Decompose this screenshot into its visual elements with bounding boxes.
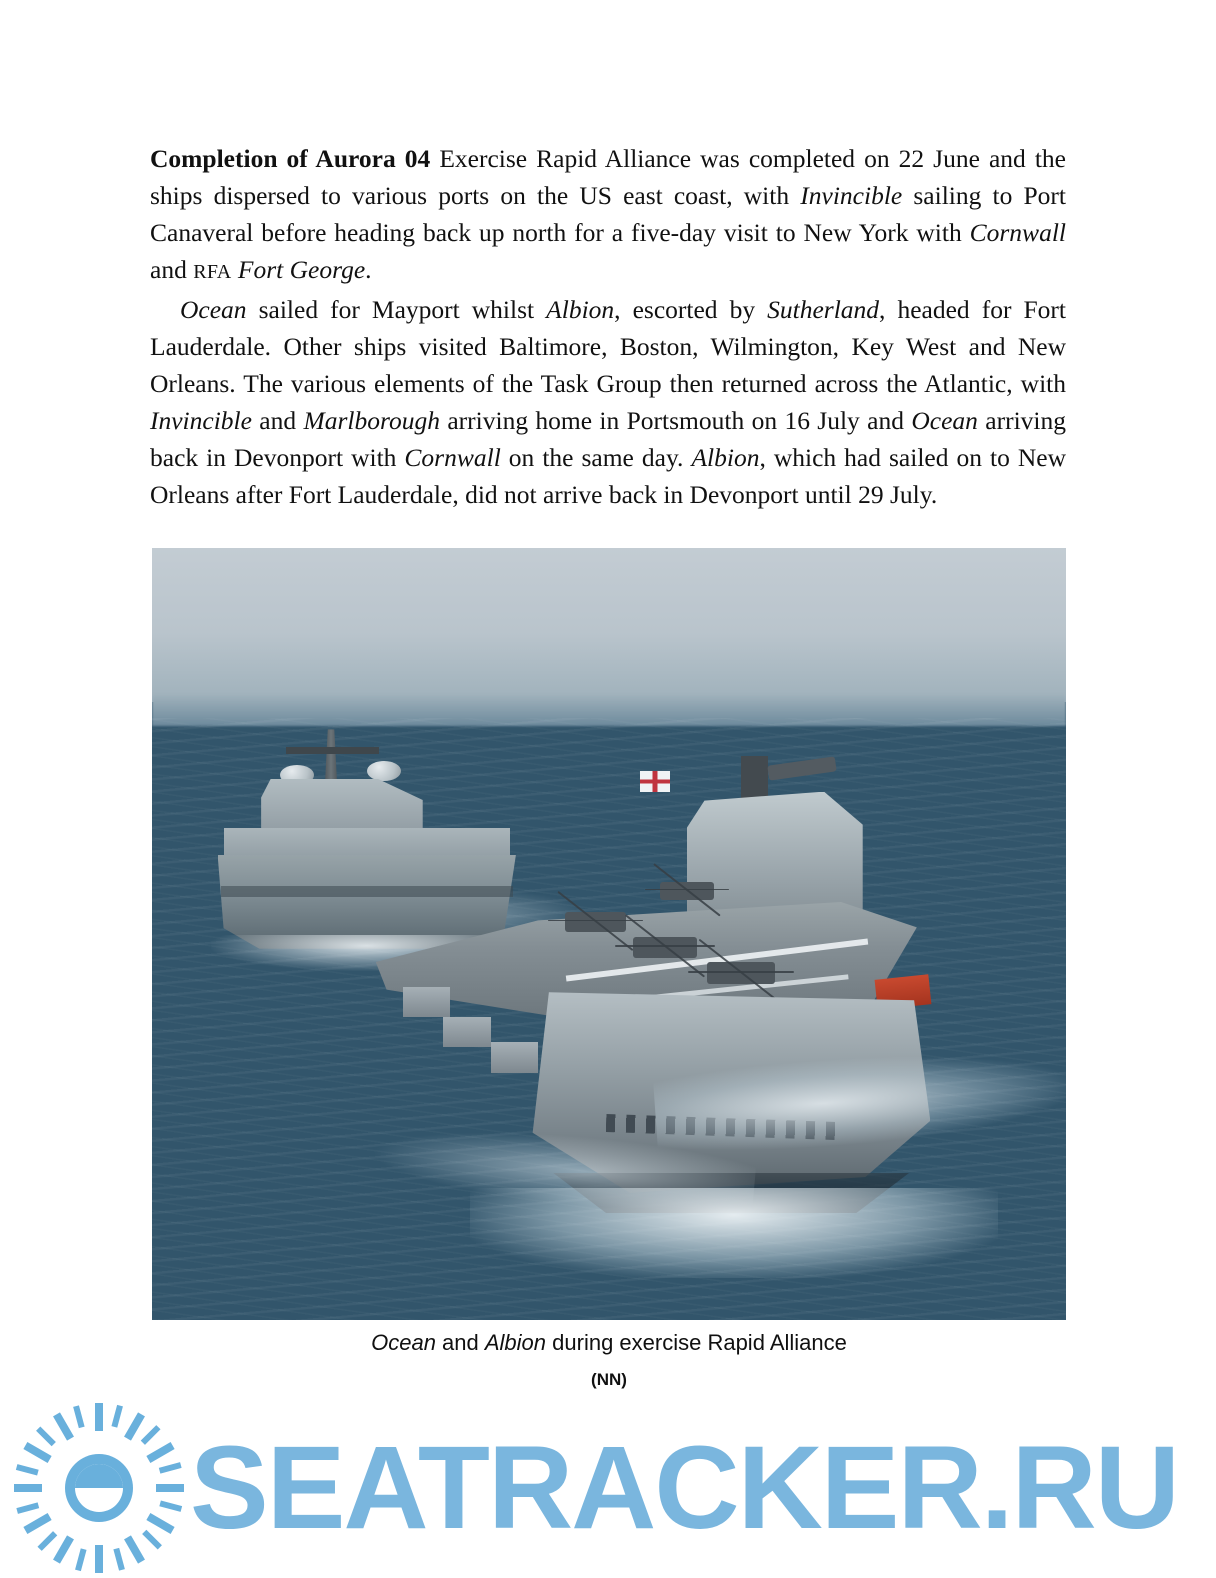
helicopter-4 (660, 882, 714, 900)
paragraph-2 (150, 291, 1066, 513)
white-ensign-flag-icon (640, 771, 670, 791)
p2-run-6: Invincible (150, 406, 252, 435)
p2-run-10: Ocean (911, 406, 978, 435)
watermark (0, 1402, 1216, 1573)
deck-sponson-3 (491, 1042, 538, 1072)
deck-sponson-2 (443, 1017, 490, 1047)
helicopter-2 (633, 937, 697, 958)
body-text (150, 140, 1066, 513)
photo-scene (152, 548, 1066, 1320)
watermark-text: SEATRACKER.RU (190, 1421, 1178, 1554)
helicopter-1 (565, 912, 626, 932)
caption-ship-one: Ocean (371, 1330, 436, 1355)
caption-middle: and (435, 1330, 485, 1355)
p2-run-11: arriving back in Devonport with (150, 406, 1066, 472)
ocean-radar (767, 757, 836, 781)
p2-run-1: sailed for Mayport whilst (246, 295, 547, 324)
paragraph-1-lead: Completion of Aurora 04 (150, 144, 431, 173)
p2-run-5: , headed for Fort Lauderdale. Other ships visited Baltimore, Boston, Wilmington, Key West and New Orleans. The various elements of the Task Group then returned across the Atlantic, with (150, 295, 1066, 398)
p2-run-3: , escorted by (614, 295, 768, 324)
photo-caption (152, 1330, 1066, 1356)
p1-run-2: sailing to Port Canaveral before heading back up north for a five-day visit to New York with (150, 181, 1066, 247)
p1-run-0: Exercise Rapid Alliance was completed on 22 June and the ships dispersed to various ports on the US east coast, with (150, 144, 1066, 210)
p2-run-9: arriving home in Portsmouth on 16 July and (439, 406, 912, 435)
albion-yardarm (286, 747, 379, 754)
p2-run-14: Albion (691, 443, 760, 472)
p2-run-15: , which had sailed on to New Orleans after Fort Lauderdale, did not arrive back in Devonport until 29 July. (150, 443, 1066, 509)
caption-ship-two: Albion (484, 1330, 547, 1355)
p1-run-4: and (150, 255, 194, 284)
p2-run-2: Albion (546, 295, 615, 324)
p1-run-8: . (365, 255, 372, 284)
p1-run-1: Invincible (800, 181, 903, 210)
p2-run-12: Cornwall (404, 443, 501, 472)
p2-run-8: Marlborough (303, 406, 440, 435)
sky (152, 548, 1066, 702)
p2-run-7: and (251, 406, 304, 435)
photograph (152, 548, 1066, 1320)
p2-run-0: Ocean (180, 295, 247, 324)
paragraph-1 (150, 140, 1066, 291)
p2-run-4: Sutherland (767, 295, 880, 324)
deck-sponson-1 (403, 987, 450, 1017)
sun-burst-icon (14, 1403, 184, 1573)
p2-run-13: on the same day. (500, 443, 692, 472)
helicopter-3 (707, 962, 775, 984)
photo-credit: (NN) (591, 1370, 627, 1389)
caption-tail: during exercise Rapid Alliance (546, 1330, 847, 1355)
p1-run-7: Fort George (237, 255, 366, 284)
p1-run-3: Cornwall (969, 218, 1066, 247)
p1-run-5: RFA (193, 261, 232, 283)
